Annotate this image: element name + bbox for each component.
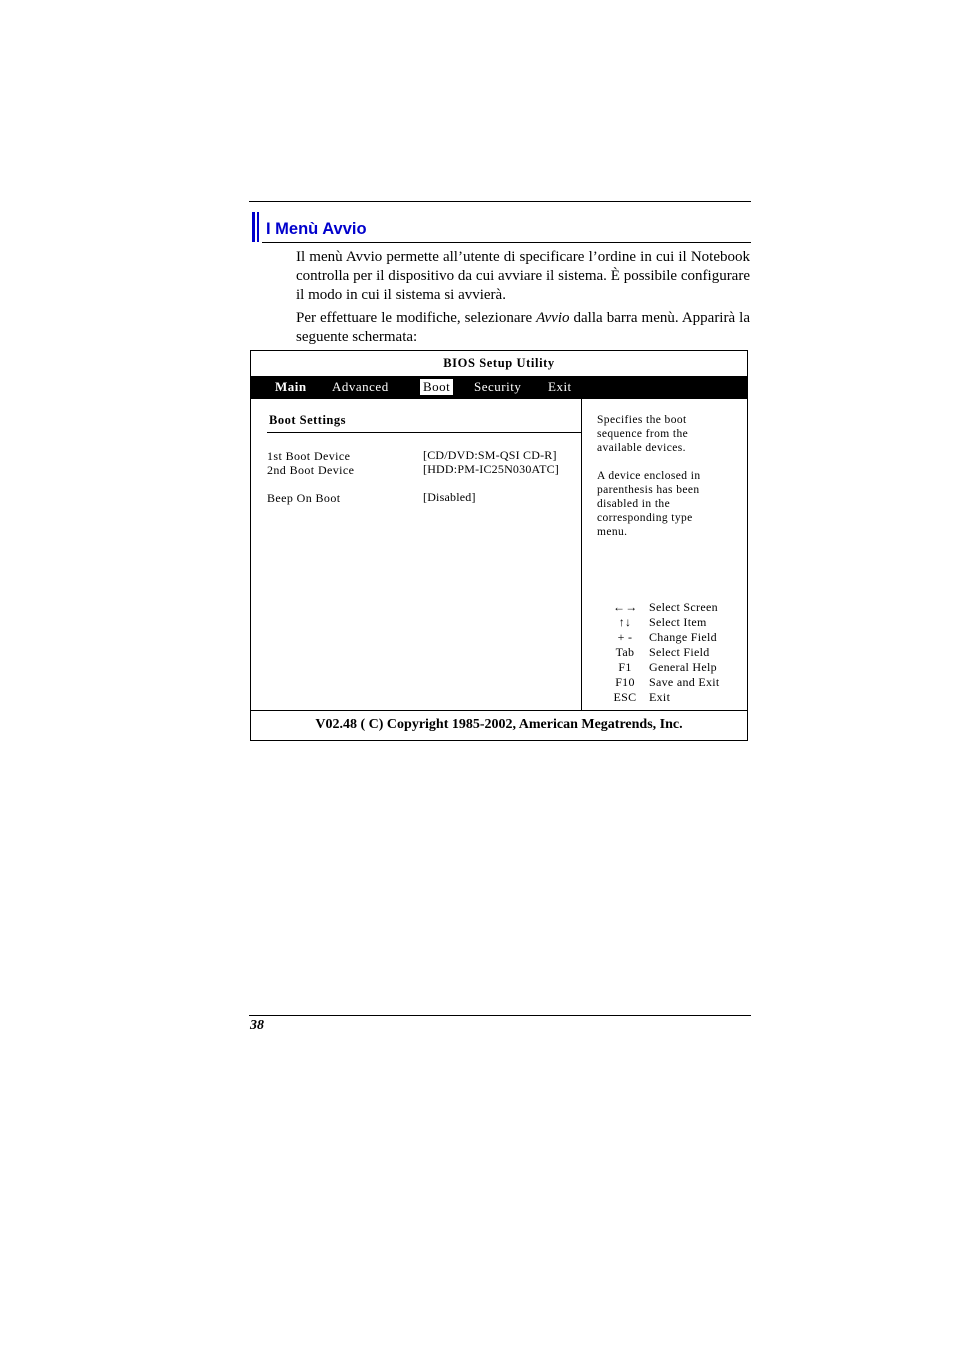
key-f10: F10 [615,675,635,689]
panel-divider [581,399,582,710]
instruction-menu-name: Avvio [536,310,570,326]
help-line: disabled in the [597,498,671,510]
footer-divider [251,710,747,711]
key-tab: Tab [615,645,635,659]
menu-boot[interactable]: Boot [420,379,453,395]
bios-menu-bar [251,376,747,399]
page-number: 38 [250,1018,264,1033]
key-esc: ESC [613,690,637,704]
help-line: Specifies the boot [597,414,687,426]
menu-exit[interactable]: Exit [548,379,572,394]
section-heading: I Menù Avvio [266,220,367,238]
key-desc-general-help: General Help [649,660,717,674]
left-right-arrows-icon: ←→ [613,600,638,614]
setting-value-1st-boot[interactable]: [CD/DVD:SM-QSI CD-R] [423,448,557,462]
up-down-arrows-icon: ↑↓ [618,615,632,629]
help-line: sequence from the [597,428,689,440]
bios-screenshot [250,350,748,741]
bios-copyright: V02.48 ( C) Copyright 1985-2002, American Megatrends, Inc. [315,717,683,732]
setting-value-2nd-boot[interactable]: [HDD:PM-IC25N030ATC] [423,462,559,476]
help-line: corresponding type [597,512,693,524]
heading-accent-bar [252,212,255,242]
instruction-text-before: Per effettuare le modifiche, selezionare [296,310,537,326]
key-f1: F1 [618,660,632,674]
bios-title: BIOS Setup Utility [443,356,555,370]
header-rule [249,201,751,202]
help-line: menu. [597,526,628,538]
menu-main[interactable]: Main [275,379,307,394]
heading-accent-bar-thin [257,212,259,242]
help-line: parenthesis has been [597,484,700,496]
instruction-text-after: dalla barra menù. Apparirà la seguente schermata: [296,310,750,345]
key-desc-change-field: Change Field [649,630,717,644]
help-line: available devices. [597,442,686,454]
boot-settings-title: Boot Settings [269,413,346,427]
menu-security[interactable]: Security [474,379,522,394]
footer-rule [249,1015,751,1016]
key-desc-select-screen: Select Screen [649,600,718,614]
key-desc-save-exit: Save and Exit [649,675,720,689]
heading-underline [262,242,751,243]
setting-label-2nd-boot: 2nd Boot Device [267,463,355,477]
key-plus-minus: + - [617,630,633,644]
key-desc-select-field: Select Field [649,645,710,659]
key-desc-select-item: Select Item [649,615,707,629]
intro-paragraph: Il menù Avvio permette all’utente di specificare l’ordine in cui il Notebook controlla per il dispositivo da cui avviare il sistema. È possibile configurare il modo in cui il sistema si avvierà. [296,249,750,303]
instruction-paragraph [296,309,750,347]
help-line: A device enclosed in [597,470,701,482]
key-desc-exit: Exit [649,690,671,704]
setting-value-beep[interactable]: [Disabled] [423,490,476,504]
boot-settings-rule [267,432,581,433]
setting-label-beep: Beep On Boot [267,491,341,505]
menu-advanced[interactable]: Advanced [332,379,389,394]
setting-label-1st-boot: 1st Boot Device [267,449,351,463]
